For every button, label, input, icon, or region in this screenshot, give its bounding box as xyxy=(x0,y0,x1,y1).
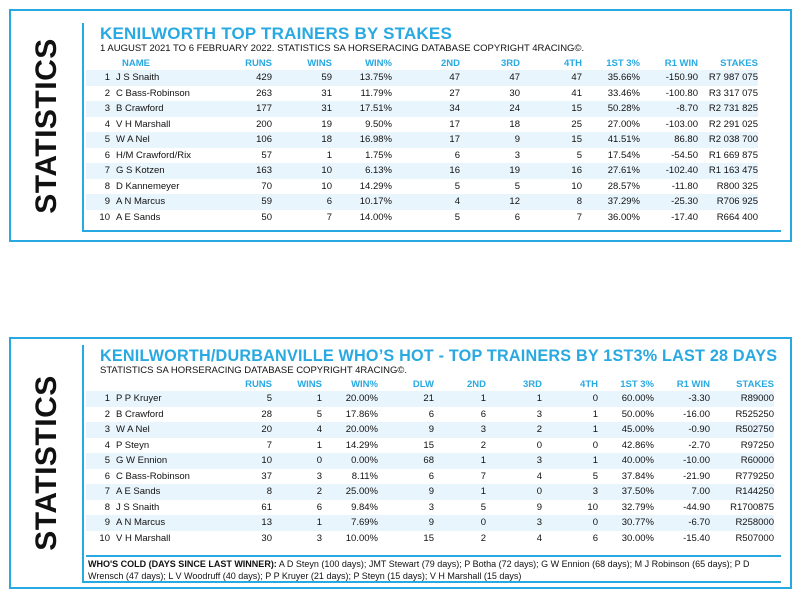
table-cell: -44.90 xyxy=(683,501,710,513)
table-cell: 7 xyxy=(480,470,486,482)
table-cell: 17.86% xyxy=(345,408,378,420)
table-cell: 9 xyxy=(460,132,520,148)
table-row xyxy=(86,422,774,438)
column-header: STAKES xyxy=(736,378,774,390)
panel-title: KENILWORTH/DURBANVILLE WHO’S HOT - TOP TRAINERS BY 1ST3% LAST 28 DAYS xyxy=(100,346,778,365)
panel-content xyxy=(82,345,781,583)
table-cell: 10.17% xyxy=(332,194,392,210)
table-cell: 5 xyxy=(514,180,520,192)
column-header: WINS xyxy=(307,57,332,69)
table-cell: 16.98% xyxy=(332,132,392,148)
table-row xyxy=(86,101,758,117)
table-row xyxy=(86,515,774,531)
table-cell: 15 xyxy=(520,132,582,148)
table-cell: 30 xyxy=(261,532,272,544)
table-cell: -16.00 xyxy=(683,408,710,420)
table-cell: R1 163 475 xyxy=(698,163,758,179)
panel-subtitle: 1 AUGUST 2021 TO 6 FEBRUARY 2022. STATISTICS SA HORSERACING DATABASE COPYRIGHT 4RACING©. xyxy=(100,43,585,54)
table-cell: 4 xyxy=(104,439,110,451)
table-cell: 2 xyxy=(272,484,322,500)
table-cell: 7 xyxy=(326,211,332,223)
column-header: 3RD xyxy=(500,57,520,69)
table-cell: 42.86% xyxy=(621,439,654,451)
table-cell: 5 xyxy=(212,391,272,407)
table-cell: 1 xyxy=(86,70,116,86)
table-cell: 1 xyxy=(542,453,598,469)
table-cell: V H Marshall xyxy=(116,532,171,544)
table-cell: 31 xyxy=(272,101,332,117)
table-cell: V H Marshall xyxy=(116,118,171,130)
table-cell: 8 xyxy=(212,484,272,500)
table-cell: 86.80 xyxy=(640,132,698,148)
table-cell: W A Nel xyxy=(116,132,216,148)
table-row xyxy=(86,148,758,164)
table-cell: 37.84% xyxy=(621,470,654,482)
table-cell: 33.46% xyxy=(607,87,640,99)
table-row xyxy=(86,484,774,500)
column-header: STAKES xyxy=(720,57,758,69)
table-cell: 7 xyxy=(86,163,116,179)
table-cell: 3 xyxy=(316,470,322,482)
table-cell: 6 xyxy=(454,149,460,161)
column-header xyxy=(116,377,212,391)
table-cell: A E Sands xyxy=(116,211,161,223)
table-cell: 34 xyxy=(392,101,460,117)
table-cell: 14.29% xyxy=(345,439,378,451)
panel-content xyxy=(82,23,781,232)
table-cell: 16 xyxy=(392,163,460,179)
table-cell: 1 xyxy=(434,453,486,469)
table-cell: 4 xyxy=(536,470,542,482)
table-cell: 9 xyxy=(86,515,116,531)
column-header: 4TH xyxy=(564,57,582,69)
table-cell: 1 xyxy=(86,391,116,407)
table-cell: -150.90 xyxy=(640,70,698,86)
table-cell: 19 xyxy=(321,118,332,130)
table-cell: 3 xyxy=(86,101,116,117)
table-row xyxy=(86,70,758,86)
table-cell: 1.75% xyxy=(365,149,392,161)
table-cell: -6.70 xyxy=(654,515,710,531)
table-cell: R2 291 025 xyxy=(708,118,758,130)
table-cell: 68 xyxy=(378,453,434,469)
table-cell: 47 xyxy=(460,70,520,86)
table-cell: 1 xyxy=(272,515,322,531)
column-header xyxy=(86,56,116,70)
table-cell: R60000 xyxy=(710,453,774,469)
table-cell: 15 xyxy=(423,532,434,544)
table-cell: 8 xyxy=(104,501,110,513)
table-cell: 10 xyxy=(571,180,582,192)
table-cell: 4 xyxy=(272,422,322,438)
table-cell: R97250 xyxy=(740,439,774,451)
table-cell: 200 xyxy=(256,118,272,130)
table-cell: R706 925 xyxy=(698,194,758,210)
table-cell: 5 xyxy=(592,470,598,482)
table-cell: B Crawford xyxy=(116,408,164,420)
table-cell: 47 xyxy=(520,70,582,86)
table-cell: R258000 xyxy=(710,515,774,531)
table-cell: 7 xyxy=(576,211,582,223)
table-cell: 17.54% xyxy=(607,149,640,161)
table-cell: R89000 xyxy=(710,391,774,407)
table-cell: D Kannemeyer xyxy=(116,180,180,192)
column-header: WIN% xyxy=(365,57,392,69)
whos-cold-note xyxy=(86,555,781,581)
table-cell: 1 xyxy=(316,439,322,451)
table-cell: 10 xyxy=(99,211,110,223)
table-cell: -102.40 xyxy=(640,163,698,179)
table-cell: -2.70 xyxy=(688,439,710,451)
table-cell: 4 xyxy=(536,532,542,544)
table-cell: 21 xyxy=(378,391,434,407)
table-cell: 31 xyxy=(321,87,332,99)
table-cell: 3 xyxy=(316,532,322,544)
table-cell: -8.70 xyxy=(640,101,698,117)
table-cell: 37.50% xyxy=(598,484,654,500)
table-cell: 20.00% xyxy=(322,422,378,438)
table-cell: 47 xyxy=(392,70,460,86)
table-cell: A E Sands xyxy=(116,484,212,500)
table-cell: 5 xyxy=(86,453,116,469)
table-cell: 9.50% xyxy=(365,118,392,130)
column-header: 1ST 3% xyxy=(620,378,654,390)
table-cell: 7 xyxy=(266,439,272,451)
table-cell: 40.00% xyxy=(598,453,654,469)
table-cell: 10 xyxy=(212,453,272,469)
table-cell: H/M Crawford/Rix xyxy=(116,149,191,161)
table-cell: 3 xyxy=(86,422,116,438)
stats-table xyxy=(86,56,758,225)
table-cell: 177 xyxy=(216,101,272,117)
column-header: 4TH xyxy=(580,378,598,390)
table-cell: 10 xyxy=(587,501,598,513)
table-cell: 3 xyxy=(536,408,542,420)
table-cell: 28.57% xyxy=(607,180,640,192)
table-cell: 27.00% xyxy=(607,118,640,130)
table-cell: 106 xyxy=(216,132,272,148)
table-cell: 5 xyxy=(454,211,460,223)
table-cell: -15.40 xyxy=(683,532,710,544)
table-cell: 60.00% xyxy=(598,391,654,407)
table-cell: -10.00 xyxy=(654,453,710,469)
table-cell: 3 xyxy=(514,149,520,161)
table-cell: P P Kruyer xyxy=(116,391,212,407)
table-cell: J S Snaith xyxy=(116,70,216,86)
table-cell: R7 987 075 xyxy=(698,70,758,86)
table-cell: 59 xyxy=(272,70,332,86)
table-cell: 6 xyxy=(428,470,434,482)
table-cell: 12 xyxy=(460,194,520,210)
table-cell: 30 xyxy=(509,87,520,99)
table-cell: 6 xyxy=(480,408,486,420)
table-cell: 4 xyxy=(104,118,110,130)
table-row xyxy=(86,194,758,210)
table-cell: 20.00% xyxy=(322,391,378,407)
table-cell: 25.00% xyxy=(322,484,378,500)
table-cell: 17 xyxy=(449,118,460,130)
table-cell: -0.90 xyxy=(654,422,710,438)
table-cell: 15 xyxy=(520,101,582,117)
table-cell: 25 xyxy=(571,118,582,130)
panel-title: KENILWORTH TOP TRAINERS BY STAKES xyxy=(100,24,452,43)
table-cell: 0.00% xyxy=(322,453,378,469)
table-cell: 2 xyxy=(480,439,486,451)
table-cell: 9 xyxy=(378,484,434,500)
table-cell: G W Ennion xyxy=(116,453,212,469)
table-cell: 30.77% xyxy=(598,515,654,531)
table-cell: -21.90 xyxy=(683,470,710,482)
table-cell: 10 xyxy=(321,180,332,192)
table-row xyxy=(86,163,758,179)
table-row xyxy=(86,531,774,547)
table-cell: 5 xyxy=(480,501,486,513)
table-cell: -103.00 xyxy=(665,118,698,130)
table-cell: 3 xyxy=(486,453,542,469)
whos-cold-label: WHO'S COLD (DAYS SINCE LAST WINNER): xyxy=(88,559,277,569)
table-row xyxy=(86,438,774,454)
table-cell: B Crawford xyxy=(116,101,216,117)
column-header: 2ND xyxy=(466,378,486,390)
table-cell: 19 xyxy=(460,163,520,179)
table-cell: 15 xyxy=(423,439,434,451)
table-cell: 0 xyxy=(542,515,598,531)
table-cell: R502750 xyxy=(710,422,774,438)
table-cell: 13 xyxy=(212,515,272,531)
table-cell: 13.75% xyxy=(332,70,392,86)
table-row xyxy=(86,500,774,516)
table-cell: R144250 xyxy=(710,484,774,500)
table-cell: 8 xyxy=(104,180,110,192)
table-cell: 0 xyxy=(542,391,598,407)
table-cell: 2 xyxy=(480,532,486,544)
table-cell: 3 xyxy=(428,501,434,513)
whos-hot-panel xyxy=(9,337,792,589)
table-cell: 3 xyxy=(486,515,542,531)
table-cell: 14.29% xyxy=(359,180,392,192)
table-cell: 7.69% xyxy=(322,515,378,531)
table-cell: 57 xyxy=(261,149,272,161)
table-cell: 6 xyxy=(428,408,434,420)
table-cell: 41.51% xyxy=(582,132,640,148)
table-cell: 50 xyxy=(261,211,272,223)
stats-table xyxy=(86,377,774,546)
table-cell: 28 xyxy=(261,408,272,420)
column-header: 3RD xyxy=(522,378,542,390)
table-cell: 5 xyxy=(316,408,322,420)
table-cell: 18 xyxy=(509,118,520,130)
table-cell: 20 xyxy=(212,422,272,438)
table-cell: R1 669 875 xyxy=(708,149,758,161)
top-trainers-panel xyxy=(9,9,792,242)
column-header: WIN% xyxy=(351,378,378,390)
table-cell: 0 xyxy=(536,439,542,451)
table-cell: 9 xyxy=(536,501,542,513)
table-cell: 1 xyxy=(326,149,332,161)
panel-subtitle: STATISTICS SA HORSERACING DATABASE COPYRIGHT 4RACING©. xyxy=(100,365,408,376)
column-header xyxy=(86,377,116,391)
table-cell: 32.79% xyxy=(621,501,654,513)
table-cell: 70 xyxy=(261,180,272,192)
table-row xyxy=(86,210,758,226)
table-cell: R779250 xyxy=(735,470,774,482)
table-cell: 30.00% xyxy=(621,532,654,544)
column-header: NAME xyxy=(122,57,150,69)
table-cell: 2 xyxy=(104,87,110,99)
side-label: STATISTICS xyxy=(29,375,63,551)
table-cell: W A Nel xyxy=(116,422,212,438)
table-cell: 45.00% xyxy=(598,422,654,438)
table-cell: 5 xyxy=(576,149,582,161)
table-row xyxy=(86,179,758,195)
table-cell: 36.00% xyxy=(607,211,640,223)
table-cell: R664 400 xyxy=(716,211,758,223)
table-cell: 7 xyxy=(86,484,116,500)
column-header: R1 WIN xyxy=(664,57,698,69)
table-cell: -54.50 xyxy=(671,149,698,161)
table-cell: 1 xyxy=(272,391,322,407)
table-cell: C Bass-Robinson xyxy=(116,470,190,482)
table-cell: 27.61% xyxy=(582,163,640,179)
table-row xyxy=(86,391,774,407)
table-cell: 1 xyxy=(434,391,486,407)
table-cell: R1700875 xyxy=(730,501,774,513)
table-cell: 14.00% xyxy=(359,211,392,223)
table-cell: 1 xyxy=(434,484,486,500)
table-header-row xyxy=(86,56,758,70)
table-cell: A N Marcus xyxy=(116,515,212,531)
table-cell: 0 xyxy=(592,439,598,451)
table-cell: 1 xyxy=(486,391,542,407)
table-cell: 37 xyxy=(261,470,272,482)
table-header-row xyxy=(86,377,774,391)
table-cell: 1 xyxy=(592,408,598,420)
table-cell: A N Marcus xyxy=(116,194,216,210)
table-row xyxy=(86,469,774,485)
table-cell: 10 xyxy=(272,163,332,179)
table-cell: -3.30 xyxy=(654,391,710,407)
table-cell: G S Kotzen xyxy=(116,163,216,179)
whos-cold-text: A D Steyn (100 days); JMT Stewart (79 days); P Botha (72 days); G W Ennion (68 days); M J Robinson (65 days); P D Wrensch (47 days); L V Woodruff (40 days); P P Kruyer (21 days); P Steyn (15 days); V H Marshall (15 days) xyxy=(88,559,750,581)
table-cell: 6 xyxy=(104,149,110,161)
table-cell: 24 xyxy=(460,101,520,117)
table-cell: 8.11% xyxy=(351,470,378,482)
table-cell: 0 xyxy=(272,453,322,469)
table-cell: 3 xyxy=(434,422,486,438)
table-cell: 17.51% xyxy=(332,101,392,117)
column-header: 2ND xyxy=(440,57,460,69)
table-cell: 1 xyxy=(542,422,598,438)
table-cell: 37.29% xyxy=(582,194,640,210)
table-row xyxy=(86,86,758,102)
table-cell: 59 xyxy=(216,194,272,210)
table-row xyxy=(86,453,774,469)
table-cell: 9 xyxy=(378,515,434,531)
table-cell: 0 xyxy=(434,515,486,531)
table-cell: -17.40 xyxy=(671,211,698,223)
table-cell: P Steyn xyxy=(116,439,150,451)
table-row xyxy=(86,132,758,148)
table-row xyxy=(86,117,758,133)
table-cell: R800 325 xyxy=(716,180,758,192)
table-row xyxy=(86,407,774,423)
table-cell: 50.28% xyxy=(582,101,640,117)
table-cell: 7.00 xyxy=(654,484,710,500)
table-cell: 6.13% xyxy=(332,163,392,179)
table-cell: 6 xyxy=(592,532,598,544)
table-cell: 2 xyxy=(486,422,542,438)
table-cell: 6 xyxy=(104,470,110,482)
table-cell: 9 xyxy=(86,194,116,210)
table-cell: R3 317 075 xyxy=(708,87,758,99)
table-cell: 18 xyxy=(272,132,332,148)
table-cell: 35.66% xyxy=(582,70,640,86)
side-label: STATISTICS xyxy=(29,37,63,214)
table-cell: 6 xyxy=(316,501,322,513)
table-cell: 3 xyxy=(542,484,598,500)
table-cell: R507000 xyxy=(735,532,774,544)
table-cell: 6 xyxy=(514,211,520,223)
table-cell: -11.80 xyxy=(671,180,698,192)
table-cell: -100.80 xyxy=(665,87,698,99)
table-cell: 429 xyxy=(216,70,272,86)
column-header: RUNS xyxy=(245,378,272,390)
table-cell: 163 xyxy=(216,163,272,179)
table-cell: 0 xyxy=(486,484,542,500)
column-header: 1ST 3% xyxy=(606,57,640,69)
table-cell: 263 xyxy=(256,87,272,99)
table-cell: C Bass-Robinson xyxy=(116,87,190,99)
table-cell: J S Snaith xyxy=(116,501,160,513)
column-header: DLW xyxy=(412,378,434,390)
table-cell: 8 xyxy=(520,194,582,210)
table-cell: -25.30 xyxy=(640,194,698,210)
table-cell: 10.00% xyxy=(345,532,378,544)
table-cell: 9.84% xyxy=(351,501,378,513)
table-cell: R2 731 825 xyxy=(698,101,758,117)
table-cell: 2 xyxy=(104,408,110,420)
table-cell: 50.00% xyxy=(621,408,654,420)
table-cell: 11.79% xyxy=(360,87,392,99)
column-header: WINS xyxy=(297,378,322,390)
table-cell: 41 xyxy=(571,87,582,99)
table-cell: 9 xyxy=(378,422,434,438)
column-header: R1 WIN xyxy=(676,378,710,390)
table-cell: 61 xyxy=(261,501,272,513)
table-cell: 27 xyxy=(449,87,460,99)
table-cell: R2 038 700 xyxy=(698,132,758,148)
column-header: RUNS xyxy=(245,57,272,69)
table-cell: 16 xyxy=(520,163,582,179)
table-cell: 5 xyxy=(454,180,460,192)
table-cell: 5 xyxy=(86,132,116,148)
table-cell: 6 xyxy=(272,194,332,210)
table-cell: 4 xyxy=(392,194,460,210)
table-cell: R525250 xyxy=(735,408,774,420)
table-cell: 17 xyxy=(392,132,460,148)
table-cell: 10 xyxy=(99,532,110,544)
